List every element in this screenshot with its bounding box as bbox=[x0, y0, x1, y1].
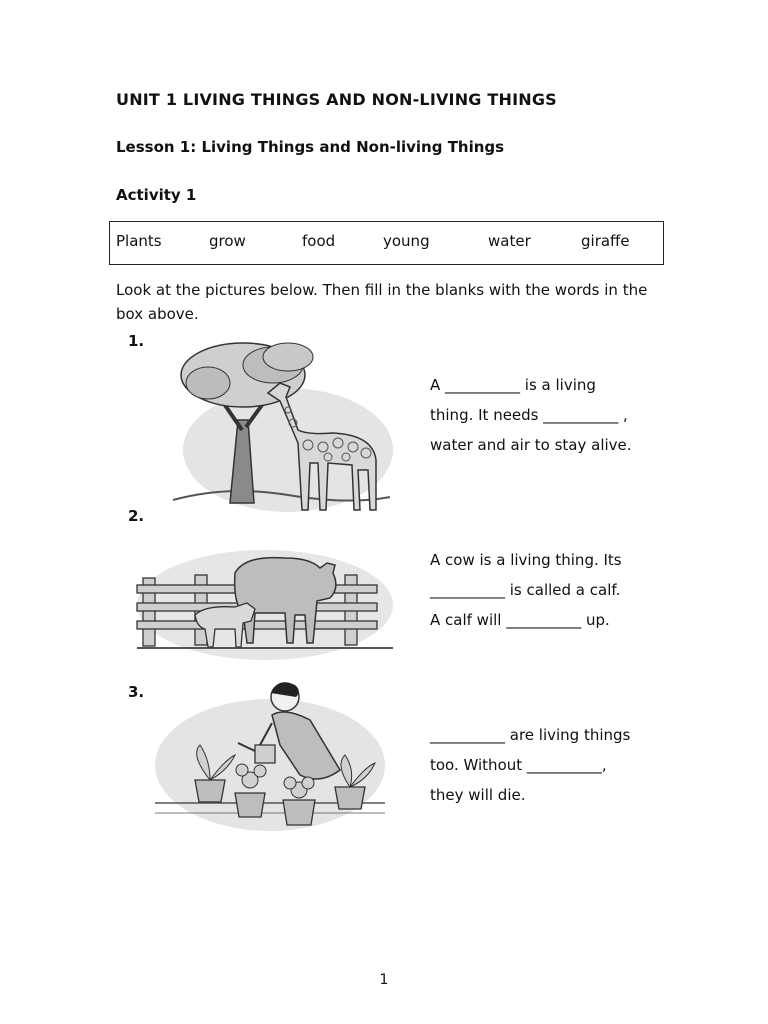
question-1-text bbox=[430, 370, 690, 460]
question-line: __________ is called a calf. bbox=[430, 581, 621, 599]
lesson-title: Lesson 1: Living Things and Non-living Things bbox=[116, 138, 505, 156]
question-line: A cow is a living thing. Its bbox=[430, 551, 622, 569]
question-number: 3. bbox=[128, 683, 145, 701]
question-line: thing. It needs __________ , bbox=[430, 406, 628, 424]
question-line: A __________ is a living bbox=[430, 376, 596, 394]
woman-watering-plants-illustration bbox=[150, 675, 390, 835]
page-number: 1 bbox=[379, 972, 389, 988]
question-line: water and air to stay alive. bbox=[430, 436, 632, 454]
question-3-text bbox=[430, 720, 690, 810]
word-bank-item: grow bbox=[209, 232, 246, 250]
tree-giraffe-illustration bbox=[168, 335, 393, 515]
question-line: __________ are living things bbox=[430, 726, 631, 744]
word-bank-item: giraffe bbox=[581, 232, 630, 250]
word-bank-item: water bbox=[488, 232, 531, 250]
question-line: A calf will __________ up. bbox=[430, 611, 610, 629]
unit-title: UNIT 1 LIVING THINGS AND NON-LIVING THINGS bbox=[116, 90, 557, 109]
instructions: Look at the pictures below. Then fill in the blanks with the words in the box above. bbox=[116, 281, 648, 323]
word-box bbox=[109, 221, 664, 265]
cow-calf-illustration bbox=[135, 543, 395, 663]
question-number: 1. bbox=[128, 332, 145, 350]
question-2-text bbox=[430, 545, 690, 635]
question-number: 2. bbox=[128, 507, 145, 525]
question-line: too. Without __________, bbox=[430, 756, 607, 774]
word-bank-item: young bbox=[383, 232, 430, 250]
activity-title: Activity 1 bbox=[116, 186, 197, 204]
word-bank-item: Plants bbox=[116, 232, 162, 250]
word-bank-item: food bbox=[302, 232, 336, 250]
question-line: they will die. bbox=[430, 786, 526, 804]
